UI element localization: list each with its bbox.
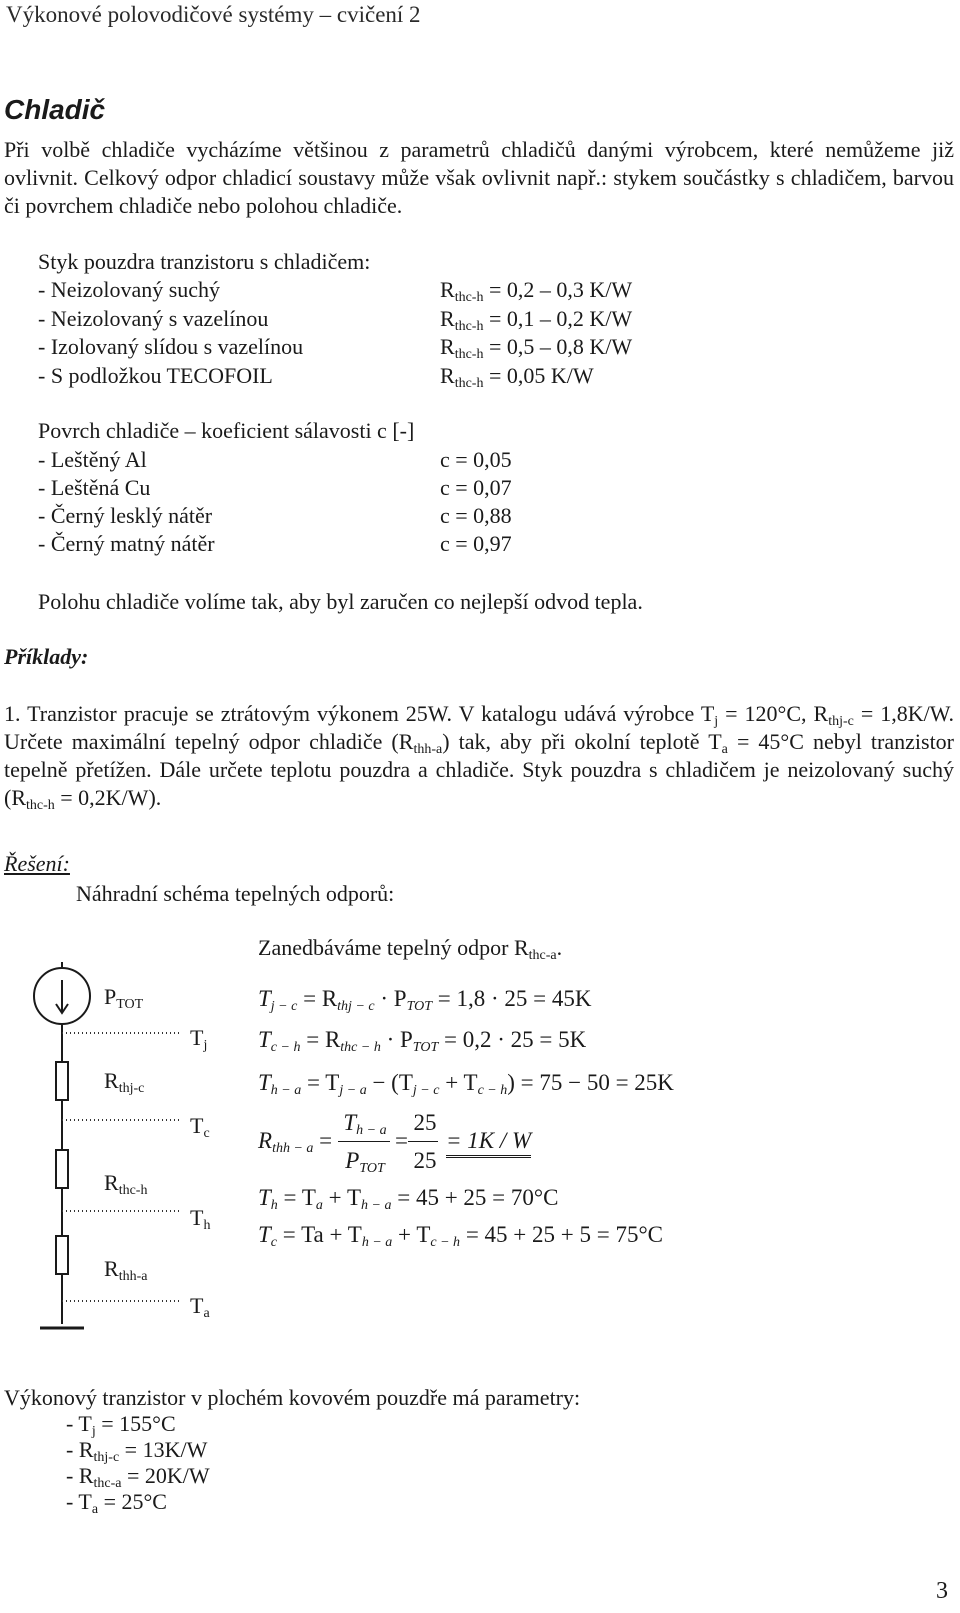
label-th: $T_h$ — [190, 1205, 211, 1233]
equation-tc: $T_c = Ta + T_{h - a} + T_{c - h} = 45 + 25 + 5 = 75^\circ C$ — [258, 1222, 663, 1250]
contact-row-value: $R_{thc-h} = 0,2 - 0,3$ K/W — [440, 277, 633, 305]
section-title: Chladič — [4, 94, 106, 125]
contact-row-label: - Izolovaný slídou s vazelínou — [38, 334, 304, 359]
param-row: - $R_{thj-c} = 13K/W$ — [66, 1437, 208, 1465]
contact-row-value: $R_{thc-h} = 0,1 - 0,2$ K/W — [440, 306, 633, 334]
equation-tj-c: $T_{j - c} = R_{thj - c} \cdot P_{TOT} = 1,8 \cdot 25 = 45K$ — [258, 986, 592, 1014]
surface-row-label: - Černý lesklý nátěr — [38, 503, 213, 528]
contact-row-value: $R_{thc-h} = 0,5 - 0,8$ K/W — [440, 334, 633, 362]
param-row: - $T_j = 155^\circ C$ — [66, 1411, 176, 1439]
fraction-denominator: $P_{TOT}$ — [345, 1148, 385, 1176]
label-tc: $T_c$ — [190, 1113, 210, 1141]
schema-caption: Náhradní schéma tepelných odporů: — [76, 881, 395, 906]
label-rthh-a: $R_{thh-a}$ — [104, 1256, 148, 1284]
surface-row-value: c = 0,05 — [440, 447, 512, 472]
neglect-note: Zanedbáváme tepelný odpor $R_{thc-a}$. — [258, 935, 563, 963]
equation-th: $T_h = T_a + T_{h - a} = 45 + 25 = 70^\circ C$ — [258, 1185, 559, 1213]
surface-row-value: c = 0,88 — [440, 503, 512, 528]
resistor-thc-h-icon — [56, 1150, 68, 1188]
contact-row-value: $R_{thc-h} = 0,05$ K/W — [440, 363, 594, 391]
fraction-bar-2 — [408, 1141, 438, 1142]
surface-heading: Povrch chladiče – koeficient sálavosti c [-] — [38, 418, 415, 443]
surface-row-value: c = 0,07 — [440, 475, 512, 500]
param-row: - $T_a = 25^\circ C$ — [66, 1489, 167, 1517]
resistor-thj-c-icon — [56, 1062, 68, 1100]
page-header: Výkonové polovodičové systémy – cvičení 2 — [6, 2, 421, 27]
fraction-numerator: $T_{h - a}$ — [343, 1110, 387, 1138]
intro-paragraph: Při volbě chladiče vycházíme většinou z parametrů chladičů danými výrobcem, které nemůžeme již ovlivnit. Celkový odpor chladicí soustavy může však ovlivnit např.: stykem součástky s chladičem, barvou či povrchem chladiče nebo polohou chladiče. — [4, 137, 954, 218]
surface-row-label: - Leštěná Cu — [38, 475, 151, 500]
contact-heading: Styk pouzdra tranzistoru s chladičem: — [38, 249, 371, 274]
solution-heading: Řešení: — [4, 851, 70, 876]
example-1-text: 1. Tranzistor pracuje se ztrátovým výkonem 25W. V katalogu udává výrobce $T_j = 120^\circ C$, $R_{thj-c} = 1,8K/W$. Určete maximální tepelný odpor chladiče $(R_{thh-a})$ tak, aby při okolní teplotě $T_a = 45^\circ C$ nebyl tranzistor tepelně přetížen. Dále určete teplotu pouzdra a chladiče. Styk pouzdra s chladičem je neizolovaný suchý $(R_{thc-h} = 0,2K/W)$. — [4, 701, 955, 813]
label-rthc-h: $R_{thc-h}$ — [104, 1170, 148, 1198]
fraction-denominator-2: 25 — [413, 1148, 437, 1173]
label-ta: $T_a$ — [190, 1293, 210, 1321]
page-number: 3 — [936, 1578, 948, 1604]
param-row: - $R_{thc-a} = 20K/W$ — [66, 1463, 210, 1491]
surface-row-value: c = 0,97 — [440, 531, 512, 556]
contact-row-label: - Neizolovaný suchý — [38, 277, 221, 302]
equation-tc-h: $T_{c - h} = R_{thc - h} \cdot P_{TOT} = 0,2 \cdot 25 = 5K$ — [258, 1027, 587, 1055]
power-transistor-heading: Výkonový tranzistor v plochém kovovém pouzdře má parametry: — [4, 1385, 581, 1410]
equation-equals: = — [395, 1128, 408, 1153]
position-note: Polohu chladiče volíme tak, aby byl zaručen co nejlepší odvod tepla. — [38, 589, 643, 614]
label-ptot: $P_{TOT}$ — [104, 984, 144, 1012]
label-rthj-c: $R_{thj-c}$ — [104, 1068, 145, 1096]
fraction-numerator-2: 25 — [413, 1110, 437, 1135]
surface-row-label: - Černý matný nátěr — [38, 531, 215, 556]
contact-row-label: - Neizolovaný s vazelínou — [38, 306, 269, 331]
contact-row-label: - S podložkou TECOFOIL — [38, 363, 273, 388]
equation-rthh-a: $R_{thh - a}$ = — [258, 1128, 333, 1156]
equation-th-a: $T_{h - a} = T_{j - a} - (T_{j - c} + T_{c - h}) = 75 - 50 = 25K$ — [258, 1070, 674, 1098]
equation-result: = 1K / W — [446, 1128, 531, 1158]
resistor-thh-a-icon — [56, 1236, 68, 1274]
surface-row-label: - Leštěný Al — [38, 447, 147, 472]
examples-heading: Příklady: — [4, 644, 89, 669]
label-tj: $T_j$ — [190, 1025, 208, 1053]
fraction-bar — [338, 1141, 390, 1142]
